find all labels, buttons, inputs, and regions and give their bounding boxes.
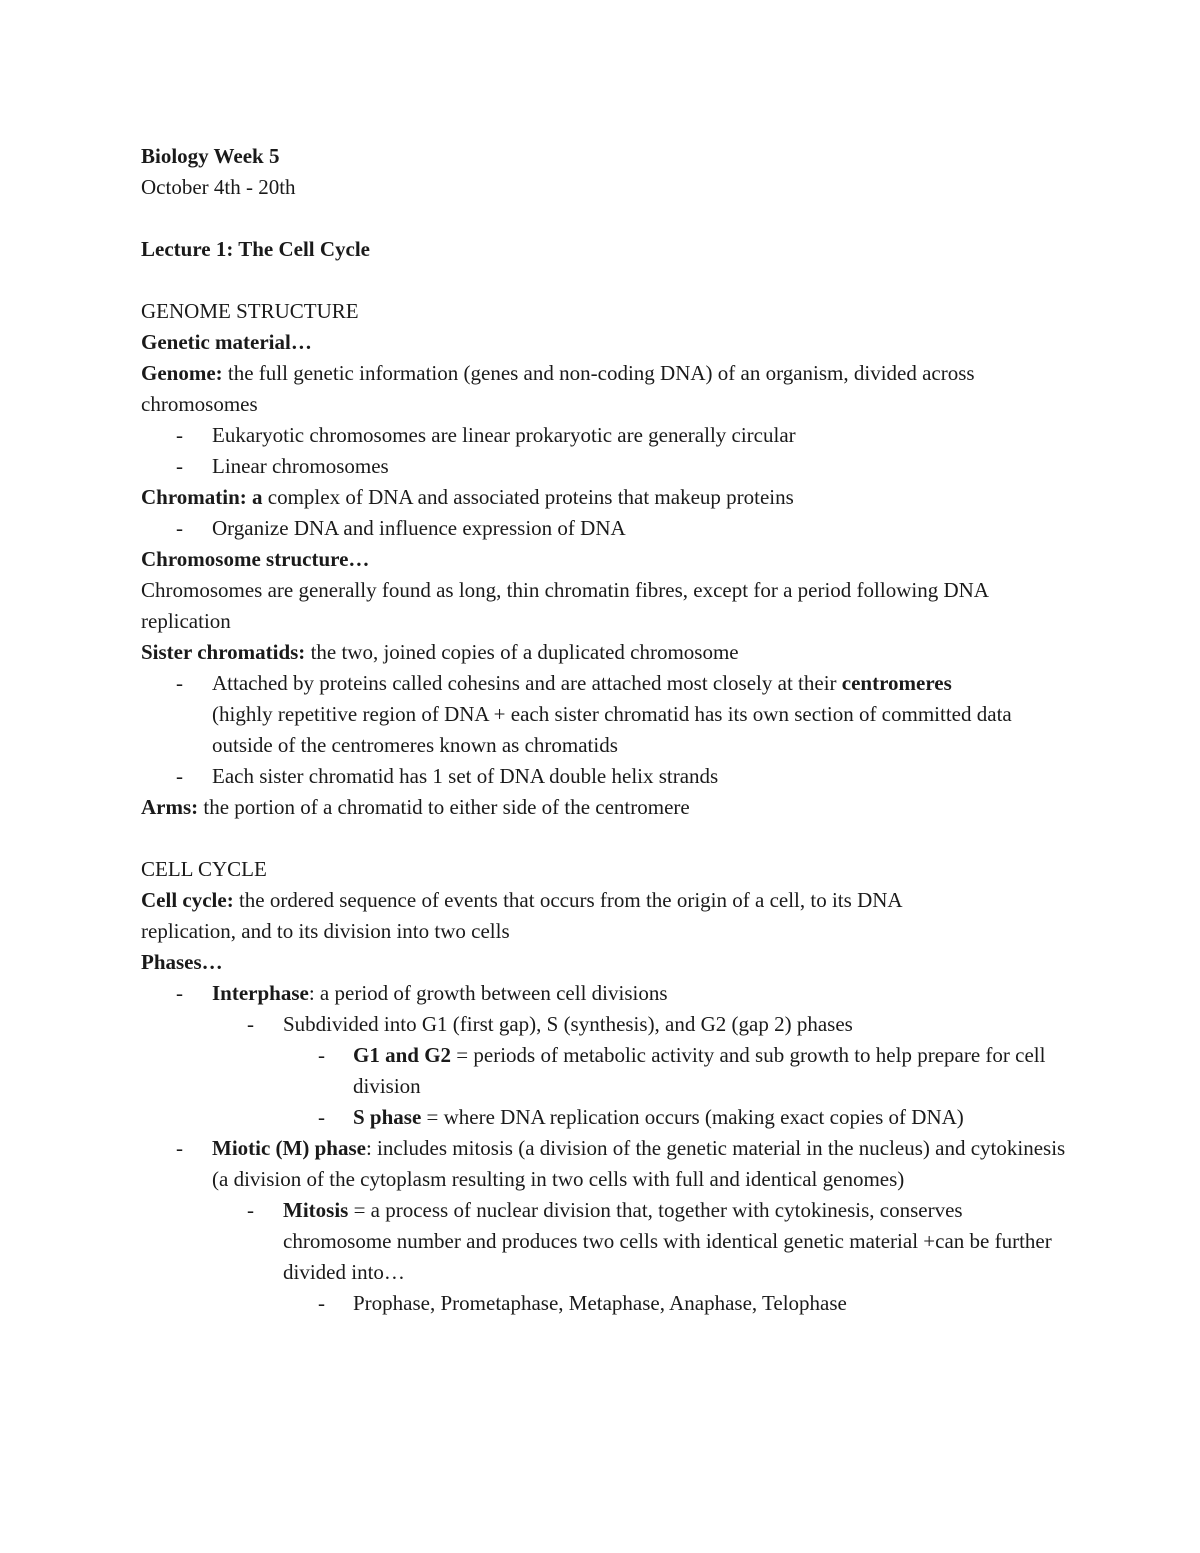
bullet-double-helix: - Each sister chromatid has 1 set of DNA double helix strands — [176, 764, 719, 788]
definition-sister-chromatids: Sister chromatids: the two, joined copies of a duplicated chromosome — [141, 640, 739, 664]
bullet-mitosis: - Mitosis = a process of nuclear division that, together with cytokinesis, conserves chromosome number and produces two cells with identical genetic material +can be further divided into… — [247, 1198, 1052, 1284]
bullet-organize-dna: - Organize DNA and influence expression of DNA — [176, 516, 626, 540]
section-heading-cell-cycle: CELL CYCLE — [141, 857, 267, 881]
definition-cell-cycle: Cell cycle: the ordered sequence of events that occurs from the origin of a cell, to its DNA replication, and to its division into two cells — [141, 888, 902, 943]
paragraph-chromosomes: Chromosomes are generally found as long, thin chromatin fibres, except for a period following DNA replication — [141, 578, 988, 633]
bullet-linear: - Linear chromosomes — [176, 454, 389, 478]
lecture-title: Lecture 1: The Cell Cycle — [141, 237, 371, 261]
spacer — [141, 823, 1071, 854]
definition-chromatin: Chromatin: a complex of DNA and associated proteins that makeup proteins — [141, 485, 794, 509]
bullet-interphase: - Interphase: a period of growth between cell divisions — [176, 981, 668, 1005]
definition-genome: Genome: the full genetic information (genes and non-coding DNA) of an organism, divided across chromosomes — [141, 361, 975, 416]
bullet-subdivided: - Subdivided into G1 (first gap), S (synthesis), and G2 (gap 2) phases — [247, 1012, 853, 1036]
document-body — [141, 141, 1071, 1319]
document-title: Biology Week 5 — [141, 144, 280, 168]
subheading-genetic-material: Genetic material… — [141, 330, 312, 354]
bullet-g1-g2: - G1 and G2 = periods of metabolic activity and sub growth to help prepare for cell division — [318, 1043, 1046, 1098]
bullet-mitotic-phase: - Miotic (M) phase: includes mitosis (a division of the genetic material in the nucleus) and cytokinesis (a division of the cytoplasm resulting in two cells with full and identical genomes) — [176, 1136, 1066, 1191]
spacer — [141, 203, 1071, 234]
subheading-phases: Phases… — [141, 950, 223, 974]
bullet-s-phase: - S phase = where DNA replication occurs (making exact copies of DNA) — [318, 1105, 964, 1129]
date-range: October 4th - 20th — [141, 175, 296, 199]
bullet-eukaryotic: - Eukaryotic chromosomes are linear prokaryotic are generally circular — [176, 423, 796, 447]
definition-arms: Arms: the portion of a chromatid to either side of the centromere — [141, 795, 690, 819]
bullet-mitosis-stages: - Prophase, Prometaphase, Metaphase, Anaphase, Telophase — [318, 1291, 847, 1315]
spacer — [141, 265, 1071, 296]
subheading-chromosome-structure: Chromosome structure… — [141, 547, 370, 571]
section-heading-genome: GENOME STRUCTURE — [141, 299, 359, 323]
bullet-cohesins: - Attached by proteins called cohesins and are attached most closely at their centromeres (highly repetitive region of DNA + each sister chromatid has its own section of committed data outside of the centromeres known as chromatids — [176, 671, 1012, 757]
